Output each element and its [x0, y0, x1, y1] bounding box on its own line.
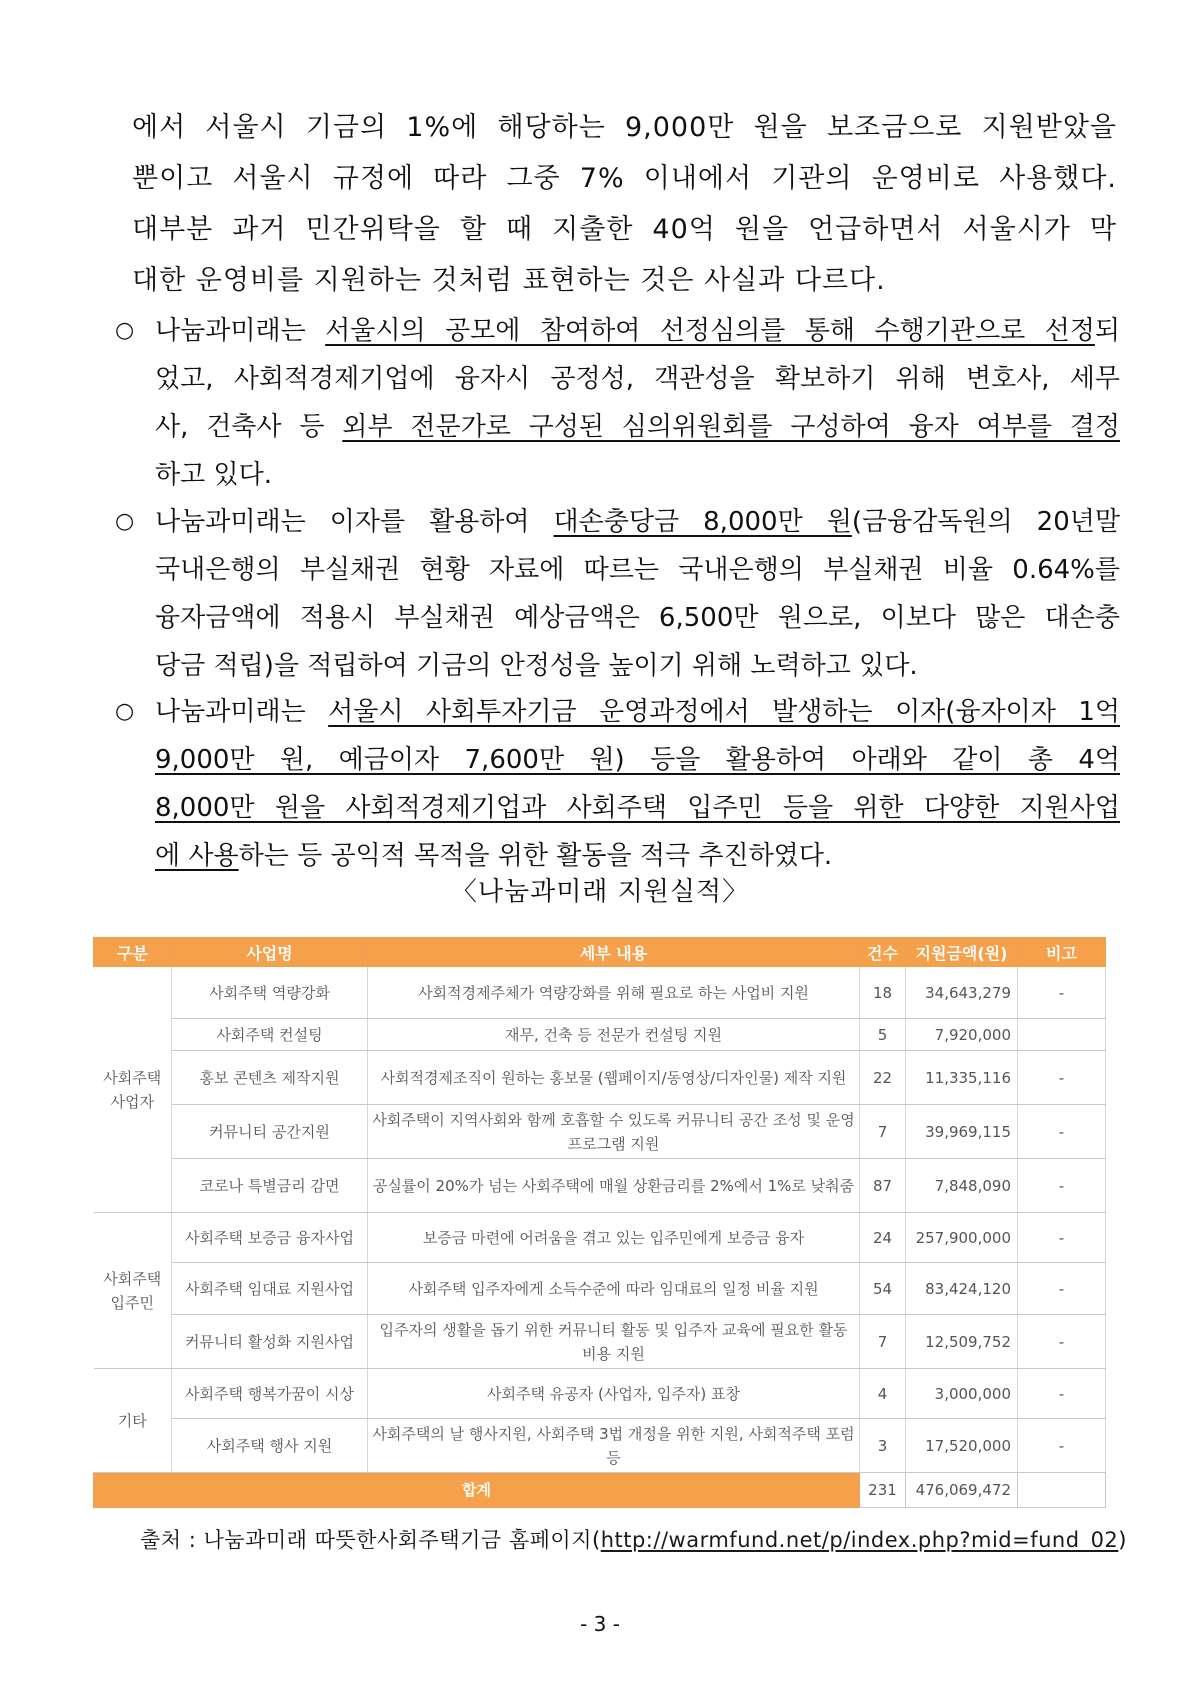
table-row [94, 967, 1106, 1019]
note-cell: - [1018, 1213, 1106, 1263]
bullet-line [155, 736, 1120, 784]
bullet-line: 당금 적립)을 적립하여 기금의 안정성을 높이기 위해 노력하고 있다. [155, 651, 918, 681]
program-name-cell: 사회주택 행복가꿈이 시상 [172, 1369, 368, 1419]
detail-cell: 사회주택 입주자에게 소득수준에 따라 임대료의 일정 비율 지원 [368, 1263, 860, 1315]
note-cell [1018, 1019, 1106, 1051]
text: 하는 등 공익적 목적을 위한 활동을 적극 추진하였다. [238, 841, 833, 871]
amount-cell: 3,000,000 [906, 1369, 1018, 1419]
intro-line: 뿐이고 서울시 규정에 따라 그중 7% 이내에서 기관의 운영비로 사용했다. [132, 163, 1117, 194]
count-cell: 7 [860, 1105, 906, 1159]
table-row [94, 1213, 1106, 1263]
text: 사, 건축사 등 [155, 412, 343, 442]
detail-cell: 공실률이 20%가 넘는 사회주택에 매월 상환금리를 2%에서 1%로 낮춰줌 [368, 1159, 860, 1213]
count-cell: 24 [860, 1213, 906, 1263]
amount-cell: 11,335,116 [906, 1051, 1018, 1105]
table-row [94, 1159, 1106, 1213]
count-cell: 18 [860, 967, 906, 1019]
bullet-support-programs [115, 688, 1120, 880]
program-name-cell: 사회주택 역량강화 [172, 967, 368, 1019]
detail-cell: 사회주택 유공자 (사업자, 입주자) 표창 [368, 1369, 860, 1419]
category-cell: 사회주택 사업자 [94, 967, 172, 1213]
total-label-cell: 합계 [94, 1473, 860, 1508]
amount-cell: 257,900,000 [906, 1213, 1018, 1263]
program-name-cell: 사회주택 컨설팅 [172, 1019, 368, 1051]
category-cell: 사회주택 입주민 [94, 1213, 172, 1369]
detail-cell: 재무, 건축 등 전문가 컨설팅 지원 [368, 1019, 860, 1051]
source-suffix: ) [1118, 1528, 1127, 1552]
note-cell: - [1018, 1419, 1106, 1473]
column-header: 사업명 [172, 938, 368, 967]
source-citation [140, 1524, 1127, 1554]
bullet-line [155, 307, 1120, 355]
table-row [94, 1315, 1106, 1369]
column-header: 비고 [1018, 938, 1106, 967]
amount-cell: 34,643,279 [906, 967, 1018, 1019]
amount-cell: 83,424,120 [906, 1263, 1018, 1315]
underlined-text: 서울시 사회투자기금 운영과정에서 발생하는 이자(융자이자 1억 [328, 697, 1120, 727]
detail-cell: 입주자의 생활을 돕기 위한 커뮤니티 활동 및 입주자 교육에 필요한 활동 비용 지원 [368, 1315, 860, 1369]
note-cell: - [1018, 1105, 1106, 1159]
intro-line: 대한 운영비를 지원하는 것처럼 표현하는 것은 사실과 다르다. [132, 265, 886, 296]
table-row [94, 1019, 1106, 1051]
source-prefix: 출처 : 나눔과미래 따뜻한사회주택기금 홈페이지( [140, 1528, 601, 1552]
underlined-text: 대손충당금 8,000만 원 [553, 507, 852, 537]
underlined-text: 9,000만 원, 예금이자 7,600만 원) 등을 활용하여 아래와 같이 총 4억 [155, 745, 1120, 775]
intro-paragraph [132, 102, 1117, 306]
table-header-row [94, 938, 1106, 967]
count-cell: 4 [860, 1369, 906, 1419]
note-cell: - [1018, 1051, 1106, 1105]
table-caption: 〈나눔과미래 지원실적〉 [450, 877, 750, 907]
column-header: 구분 [94, 938, 172, 967]
table-row [94, 1419, 1106, 1473]
column-header: 지원금액(원) [906, 938, 1018, 967]
table-row [94, 1105, 1106, 1159]
bullet-selection-process [115, 307, 1120, 499]
page-number: - 3 - [580, 1612, 620, 1636]
bullet-line [155, 498, 1120, 546]
text: 되 [1094, 316, 1120, 346]
amount-cell: 39,969,115 [906, 1105, 1018, 1159]
bullet-line [155, 688, 1120, 736]
intro-line: 에서 서울시 기금의 1%에 해당하는 9,000만 원을 보조금으로 지원받았을 [132, 112, 1117, 143]
text: 나눔과미래는 [155, 316, 326, 346]
program-name-cell: 사회주택 보증금 융자사업 [172, 1213, 368, 1263]
text: (금융감독원의 20년말 [851, 507, 1120, 537]
underlined-text: 에 사용 [155, 841, 239, 871]
note-cell: - [1018, 1159, 1106, 1213]
table-row [94, 1263, 1106, 1315]
underlined-text: 8,000만 원을 사회적경제기업과 사회주택 입주민 등을 위한 다양한 지원사업 [155, 793, 1120, 823]
program-name-cell: 사회주택 임대료 지원사업 [172, 1263, 368, 1315]
count-cell: 54 [860, 1263, 906, 1315]
source-link[interactable]: http://warmfund.net/p/index.php?mid=fund_02 [600, 1528, 1119, 1552]
detail-cell: 사회적경제조직이 원하는 홍보물 (웹페이지/동영상/디자인물) 제작 지원 [368, 1051, 860, 1105]
column-header: 건수 [860, 938, 906, 967]
amount-cell: 7,920,000 [906, 1019, 1018, 1051]
amount-cell: 17,520,000 [906, 1419, 1018, 1473]
bullet-line: 국내은행의 부실채권 현황 자료에 따르는 국내은행의 부실채권 비율 0.64%를 [155, 555, 1120, 585]
note-cell: - [1018, 1315, 1106, 1369]
note-cell: - [1018, 967, 1106, 1019]
program-name-cell: 커뮤니티 활성화 지원사업 [172, 1315, 368, 1369]
detail-cell: 사회주택이 지역사회와 함께 호흡할 수 있도록 커뮤니티 공간 조성 및 운영 프로그램 지원 [368, 1105, 860, 1159]
count-cell: 3 [860, 1419, 906, 1473]
table-row [94, 1369, 1106, 1419]
amount-cell: 12,509,752 [906, 1315, 1018, 1369]
note-cell: - [1018, 1369, 1106, 1419]
total-row [94, 1473, 1106, 1508]
bullet-line: 하고 있다. [155, 460, 272, 490]
underlined-text: 서울시의 공모에 참여하여 선정심의를 통해 수행기관으로 선정 [325, 316, 1095, 346]
bullet-loan-loss-reserve [115, 498, 1120, 690]
bullet-circle-icon: ○ [115, 318, 135, 343]
column-header: 세부 내용 [368, 938, 860, 967]
total-count-cell: 231 [860, 1473, 906, 1508]
program-name-cell: 사회주택 행사 지원 [172, 1419, 368, 1473]
table-row [94, 1051, 1106, 1105]
amount-cell: 7,848,090 [906, 1159, 1018, 1213]
bullet-line: 융자금액에 적용시 부실채권 예상금액은 6,500만 원으로, 이보다 많은 대손충 [155, 603, 1120, 633]
support-results-table [93, 937, 1106, 1508]
detail-cell: 보증금 마련에 어려움을 겪고 있는 입주민에게 보증금 융자 [368, 1213, 860, 1263]
program-name-cell: 홍보 콘텐츠 제작지원 [172, 1051, 368, 1105]
total-note-cell [1018, 1473, 1106, 1508]
text: 나눔과미래는 [155, 697, 329, 727]
total-amount-cell: 476,069,472 [906, 1473, 1018, 1508]
count-cell: 22 [860, 1051, 906, 1105]
program-name-cell: 커뮤니티 공간지원 [172, 1105, 368, 1159]
bullet-line [155, 403, 1120, 451]
underlined-text: 외부 전문가로 구성된 심의위원회를 구성하여 융자 여부를 결정 [342, 412, 1121, 442]
category-cell: 기타 [94, 1369, 172, 1473]
detail-cell: 사회주택의 날 행사지원, 사회주택 3법 개정을 위한 지원, 사회적주택 포럼 등 [368, 1419, 860, 1473]
text: 나눔과미래는 이자를 활용하여 [155, 507, 554, 537]
bullet-circle-icon: ○ [115, 699, 135, 724]
detail-cell: 사회적경제주체가 역량강화를 위해 필요로 하는 사업비 지원 [368, 967, 860, 1019]
note-cell: - [1018, 1263, 1106, 1315]
program-name-cell: 코로나 특별금리 감면 [172, 1159, 368, 1213]
bullet-line [155, 784, 1120, 832]
count-cell: 5 [860, 1019, 906, 1051]
bullet-circle-icon: ○ [115, 509, 135, 534]
intro-line: 대부분 과거 민간위탁을 할 때 지출한 40억 원을 언급하면서 서울시가 막 [132, 214, 1117, 245]
bullet-line: 었고, 사회적경제기업에 융자시 공정성, 객관성을 확보하기 위해 변호사, 세무 [155, 364, 1120, 394]
count-cell: 7 [860, 1315, 906, 1369]
count-cell: 87 [860, 1159, 906, 1213]
